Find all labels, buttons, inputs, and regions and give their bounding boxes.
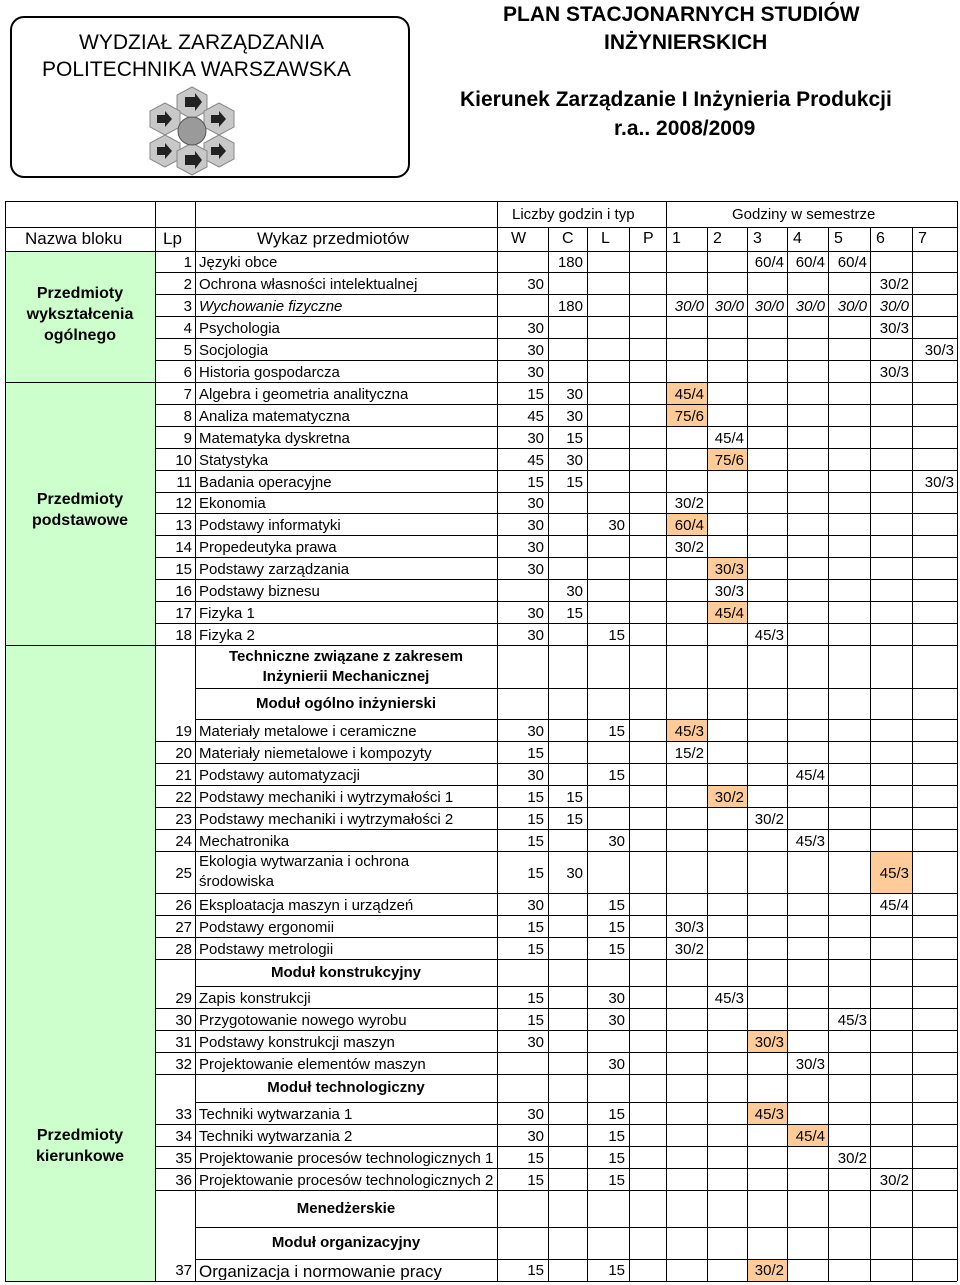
hours-l: 15: [608, 1261, 625, 1279]
row-number: 34: [175, 1127, 192, 1145]
type-column-P: P: [643, 230, 654, 247]
row-number: 7: [183, 385, 192, 403]
row-number: 36: [175, 1171, 192, 1189]
semester-hours: 45/3: [837, 1011, 867, 1029]
hours-w: 15: [527, 1171, 544, 1189]
semester-hours: 45/4: [795, 766, 825, 784]
grid-line: [155, 316, 957, 317]
semester-hours: 45/4: [674, 385, 704, 403]
hours-w: 30: [527, 1033, 544, 1051]
subject-name: Podstawy konstrukcji maszyn: [199, 1034, 395, 1050]
semester-hours: 30/3: [924, 473, 954, 491]
subject-name: Podstawy biznesu: [199, 583, 320, 599]
row-number: 15: [175, 560, 192, 578]
row-number: 10: [175, 451, 192, 469]
hours-l: 15: [608, 626, 625, 644]
hours-c: 30: [566, 582, 583, 600]
row-number: 18: [175, 626, 192, 644]
row-number: 5: [183, 341, 192, 359]
semester-hours: 60/4: [674, 516, 704, 534]
hours-l: 30: [608, 832, 625, 850]
grid-line: [195, 1227, 497, 1228]
hours-w: 45: [527, 451, 544, 469]
row-number: 37: [175, 1261, 192, 1279]
grid-line: [5, 382, 155, 383]
semester-hours: 30/3: [924, 341, 954, 359]
grid-line: [155, 1074, 957, 1075]
subject-name: Organizacja i normowanie pracy: [199, 1262, 442, 1280]
subject-name: Zapis konstrukcji: [199, 990, 311, 1006]
hours-c: 15: [566, 429, 583, 447]
subject-name: Eksploatacja maszyn i urządzeń: [199, 897, 414, 913]
semester-hours: 30/2: [674, 940, 704, 958]
semester-hours: 30/3: [879, 363, 909, 381]
row-number: 32: [175, 1055, 192, 1073]
section-heading: Moduł technologiczny: [267, 1079, 425, 1096]
subject-name: Projektowanie elementów maszyn: [199, 1056, 426, 1072]
hours-w: 45: [527, 407, 544, 425]
subject-name: Materiały metalowe i ceramiczne: [199, 723, 417, 739]
hours-c: 15: [566, 810, 583, 828]
grid-line: [5, 645, 155, 646]
grid-line: [155, 959, 957, 960]
grid-line: [957, 201, 958, 1281]
grid-line: [155, 404, 957, 405]
hours-w: 30: [527, 429, 544, 447]
grid-line: [195, 1102, 497, 1103]
hours-w: 30: [527, 538, 544, 556]
semester-column-6: 6: [876, 230, 885, 247]
grid-line: [912, 227, 913, 1281]
grid-line: [155, 492, 957, 493]
subject-name: Ekologia wytwarzania i ochrona: [199, 853, 410, 870]
grid-line: [497, 986, 957, 987]
grid-line: [155, 623, 957, 624]
subject-name: Podstawy informatyki: [199, 517, 341, 533]
block-label: ogólnego: [44, 327, 116, 344]
grid-line: [155, 1008, 957, 1009]
row-number: 26: [175, 896, 192, 914]
semester-hours: 30/0: [795, 297, 825, 315]
section-heading: Inżynierii Mechanicznej: [262, 667, 430, 685]
grid-line: [155, 1190, 957, 1191]
subject-name: Techniki wytwarzania 2: [199, 1128, 353, 1144]
subject-name: Projektowanie procesów technologicznych 1: [199, 1150, 494, 1166]
hours-c: 30: [566, 385, 583, 403]
semester-hours: 60/4: [795, 254, 825, 271]
grid-line: [5, 201, 6, 1281]
semester-hours: 60/4: [837, 254, 867, 271]
grid-line: [497, 1227, 957, 1228]
semester-hours: 45/3: [714, 989, 744, 1007]
row-number: 20: [175, 744, 192, 762]
hours-w: 15: [527, 864, 544, 882]
semester-hours: 45/4: [795, 1127, 825, 1145]
subject-name: Algebra i geometria analityczna: [199, 386, 409, 402]
hours-w: 30: [527, 341, 544, 359]
grid-line: [155, 360, 957, 361]
semester-hours: 45/3: [674, 722, 704, 740]
grid-line: [155, 448, 957, 449]
row-number: 2: [183, 275, 192, 293]
academic-year: r.a.. 2008/2009: [614, 117, 756, 140]
semester-hours: 30/2: [674, 495, 704, 512]
subject-name: Ekonomia: [199, 496, 266, 511]
semester-hours: 30/3: [714, 560, 744, 578]
row-number: 9: [183, 429, 192, 447]
subject-name: Ochrona własności intelektualnej: [199, 276, 418, 292]
block-label: Przedmioty: [36, 1127, 124, 1144]
semester-column-2: 2: [713, 230, 722, 247]
hours-l: 15: [608, 722, 625, 740]
semesters-group-label: Godziny w semestrze: [732, 206, 876, 223]
semester-hours: 30/2: [879, 1171, 909, 1189]
grid-line: [155, 513, 957, 514]
hours-w: 30: [527, 363, 544, 381]
hours-c: 30: [566, 407, 583, 425]
hours-w: 15: [527, 385, 544, 403]
semester-hours: 30/0: [754, 297, 784, 315]
grid-line: [155, 763, 957, 764]
subject-name: Historia gospodarcza: [199, 364, 340, 380]
hours-l: 30: [608, 516, 625, 534]
grid-line: [155, 1168, 957, 1169]
hours-w: 30: [527, 1127, 544, 1145]
semester-hours: 30/2: [879, 275, 909, 293]
grid-line: [155, 601, 957, 602]
hours-l: 30: [608, 989, 625, 1007]
row-number: 29: [175, 989, 192, 1007]
grid-line: [155, 785, 957, 786]
hours-w: 15: [527, 1149, 544, 1167]
hours-w: 30: [527, 1105, 544, 1123]
hours-c: 15: [566, 788, 583, 806]
semester-hours: 30/3: [754, 1033, 784, 1051]
subject-name: Fizyka 2: [199, 627, 255, 643]
hours-c: 30: [566, 451, 583, 469]
hours-w: 15: [527, 1011, 544, 1029]
semester-hours: 30/0: [837, 297, 867, 315]
subject-name: Materiały niemetalowe i kompozyty: [199, 745, 432, 761]
hours-l: 15: [608, 1127, 625, 1145]
hours-w: 15: [527, 788, 544, 806]
subject-name: Statystyka: [199, 452, 269, 468]
faculty-title: WYDZIAŁ ZARZĄDZANIA: [79, 31, 325, 54]
section-heading: Techniczne związane z zakresem: [229, 647, 463, 665]
section-heading: Moduł konstrukcyjny: [270, 963, 422, 981]
subject-name: Podstawy automatyzacji: [199, 767, 360, 783]
hours-w: 30: [527, 275, 544, 293]
semester-hours: 30/2: [837, 1149, 867, 1167]
grid-line: [155, 937, 957, 938]
hours-c: 180: [557, 254, 583, 271]
subject-name: Techniki wytwarzania 1: [199, 1106, 353, 1122]
subject-name: Podstawy zarządzania: [199, 561, 350, 577]
subject-name: Analiza matematyczna: [199, 408, 350, 424]
row-number: 33: [175, 1105, 192, 1123]
semester-column-7: 7: [918, 230, 927, 247]
hours-l: 30: [608, 1055, 625, 1073]
semester-hours: 45/3: [754, 626, 784, 644]
hours-c: 180: [557, 297, 583, 315]
grid-line: [155, 741, 957, 742]
grid-line: [195, 688, 497, 689]
subject-name: Podstawy ergonomii: [199, 919, 335, 935]
plan-subtitle: INŻYNIERSKICH: [604, 31, 768, 54]
hours-c: 15: [566, 473, 583, 491]
hours-w: 30: [527, 626, 544, 644]
semester-hours: 30/0: [714, 297, 744, 315]
grid-line: [497, 688, 957, 689]
row-number: 4: [183, 319, 192, 337]
hours-w: 30: [527, 516, 544, 534]
subject-name: Mechatronika: [199, 833, 290, 849]
block-label: wykształcenia: [26, 306, 134, 323]
hours-w: 15: [527, 989, 544, 1007]
semester-hours: 45/4: [714, 429, 744, 447]
grid-line: [707, 227, 708, 1281]
semester-column-3: 3: [753, 230, 762, 247]
subject-name: Fizyka 1: [199, 605, 255, 621]
type-column-L: L: [601, 230, 610, 247]
hours-w: 30: [527, 722, 544, 740]
grid-line: [155, 382, 957, 383]
row-number: 16: [175, 582, 192, 600]
direction-title: Kierunek Zarządzanie I Inżynieria Produkcji: [460, 88, 892, 111]
semester-hours: 45/3: [754, 1105, 784, 1123]
hours-l: 15: [608, 1105, 625, 1123]
row-number: 31: [175, 1033, 192, 1051]
subject-name: Psychologia: [199, 320, 280, 336]
hours-w: 15: [527, 1261, 544, 1279]
row-number: 35: [175, 1149, 192, 1167]
subject-name: Podstawy mechaniki i wytrzymałości 1: [199, 789, 454, 805]
grid-line: [155, 829, 957, 830]
section-heading: Moduł ogólno inżynierski: [256, 694, 436, 712]
grid-line: [587, 227, 588, 1281]
semester-hours: 30/2: [754, 1261, 784, 1279]
row-number: 24: [175, 832, 192, 850]
row-number: 3: [183, 297, 192, 315]
semester-hours: 15/2: [674, 744, 704, 762]
hours-w: 15: [527, 473, 544, 491]
subject-name: Języki obce: [199, 255, 278, 270]
grid-line: [195, 986, 497, 987]
semester-hours: 75/6: [714, 451, 744, 469]
hours-w: 30: [527, 896, 544, 914]
hours-l: 15: [608, 766, 625, 784]
subject-name: Podstawy mechaniki i wytrzymałości 2: [199, 811, 454, 827]
subject-name: Wychowanie fizyczne: [199, 298, 343, 314]
subject-name: Propedeutyka prawa: [199, 539, 337, 555]
semester-hours: 30/2: [754, 810, 784, 828]
grid-line: [155, 426, 957, 427]
semester-hours: 30/0: [879, 297, 909, 315]
hours-group-label: Liczby godzin i typ: [512, 206, 635, 223]
grid-line: [155, 893, 957, 894]
hours-l: 30: [608, 1011, 625, 1029]
semester-hours: 30/0: [674, 297, 704, 315]
hours-l: 15: [608, 1171, 625, 1189]
grid-line: [828, 227, 829, 1281]
grid-line: [629, 227, 630, 1281]
semester-hours: 30/2: [714, 788, 744, 806]
semester-hours: 60/4: [754, 254, 784, 271]
column-subjects: Wykaz przedmiotów: [257, 229, 409, 248]
row-number: 8: [183, 407, 192, 425]
type-column-W: W: [511, 230, 527, 247]
hours-w: 15: [527, 832, 544, 850]
row-number: 21: [175, 766, 192, 784]
section-heading: Menedżerskie: [296, 1199, 396, 1217]
university-title: POLITECHNIKA WARSZAWSKA: [42, 58, 351, 81]
grid-line: [155, 1052, 957, 1053]
semester-hours: 30/3: [879, 319, 909, 337]
hours-w: 15: [527, 810, 544, 828]
grid-line: [155, 915, 957, 916]
row-number: 19: [175, 722, 192, 740]
grid-line: [155, 807, 957, 808]
grid-line: [155, 338, 957, 339]
grid-line: [497, 719, 957, 720]
semester-hours: 30/3: [795, 1055, 825, 1073]
semester-hours: 45/3: [879, 864, 909, 882]
subject-name: środowiska: [199, 873, 275, 890]
row-number: 11: [176, 473, 192, 491]
subject-name: Przygotowanie nowego wyrobu: [199, 1012, 407, 1028]
hours-l: 15: [608, 940, 625, 958]
grid-line: [155, 294, 957, 295]
subject-name: Badania operacyjne: [199, 474, 332, 490]
row-number: 17: [175, 604, 192, 622]
section-heading: Moduł organizacyjny: [271, 1234, 421, 1251]
grid-line: [155, 851, 957, 852]
row-number: 13: [175, 516, 192, 534]
column-block-name: Nazwa bloku: [25, 229, 123, 248]
hours-c: 30: [566, 864, 583, 882]
hours-w: 15: [527, 940, 544, 958]
grid-line: [155, 645, 957, 646]
grid-line: [155, 557, 957, 558]
hours-w: 30: [527, 766, 544, 784]
grid-line: [870, 227, 871, 1281]
plan-title: PLAN STACJONARNYCH STUDIÓW: [503, 3, 860, 26]
grid-line: [5, 227, 957, 228]
hours-w: 15: [527, 918, 544, 936]
grid-line: [5, 201, 957, 202]
row-number: 22: [175, 788, 192, 806]
subject-name: Socjologia: [199, 342, 269, 358]
semester-hours: 30/3: [674, 918, 704, 936]
type-column-C: C: [562, 230, 574, 247]
grid-line: [155, 1281, 957, 1282]
grid-line: [548, 227, 549, 1281]
university-logo-icon: [145, 85, 240, 177]
hours-w: 30: [527, 495, 544, 512]
row-number: 30: [175, 1011, 192, 1029]
semester-column-5: 5: [834, 230, 843, 247]
hours-c: 15: [566, 604, 583, 622]
grid-line: [497, 1259, 957, 1260]
grid-line: [155, 1124, 957, 1125]
block-label: Przedmioty: [36, 491, 124, 508]
semester-column-1: 1: [672, 230, 681, 247]
grid-line: [747, 227, 748, 1281]
subject-name: Podstawy metrologii: [199, 941, 334, 957]
grid-line: [155, 535, 957, 536]
row-number: 14: [175, 538, 192, 556]
row-number: 6: [183, 363, 192, 381]
hours-l: 15: [608, 918, 625, 936]
block-label: Przedmioty: [36, 285, 124, 302]
semester-column-4: 4: [793, 230, 802, 247]
hours-w: 30: [527, 319, 544, 337]
row-number: 25: [175, 864, 192, 882]
semester-hours: 30/2: [674, 538, 704, 556]
row-number: 12: [175, 495, 192, 512]
semester-hours: 75/6: [674, 407, 704, 425]
semester-hours: 45/3: [795, 832, 825, 850]
hours-w: 30: [527, 560, 544, 578]
row-number: 1: [183, 254, 192, 271]
block-label: kierunkowe: [35, 1148, 125, 1165]
semester-hours: 30/3: [714, 582, 744, 600]
grid-line: [497, 1102, 957, 1103]
row-number: 28: [175, 940, 192, 958]
hours-w: 15: [527, 744, 544, 762]
row-number: 27: [175, 918, 192, 936]
grid-line: [195, 1259, 497, 1260]
grid-line: [195, 719, 497, 720]
block-label: podstawowe: [31, 512, 128, 529]
grid-line: [155, 1030, 957, 1031]
grid-line: [155, 470, 957, 471]
grid-line: [155, 579, 957, 580]
hours-l: 15: [608, 896, 625, 914]
row-number: 23: [175, 810, 192, 828]
grid-line: [155, 1146, 957, 1147]
hours-w: 30: [527, 604, 544, 622]
subject-name: Matematyka dyskretna: [199, 430, 350, 446]
semester-hours: 45/4: [879, 896, 909, 914]
subject-name: Projektowanie procesów technologicznych 2: [199, 1172, 494, 1188]
semester-hours: 45/4: [714, 604, 744, 622]
hours-l: 15: [608, 1149, 625, 1167]
grid-line: [155, 272, 957, 273]
grid-line: [787, 227, 788, 1281]
grid-line: [5, 251, 957, 252]
column-lp: Lp: [163, 229, 182, 248]
